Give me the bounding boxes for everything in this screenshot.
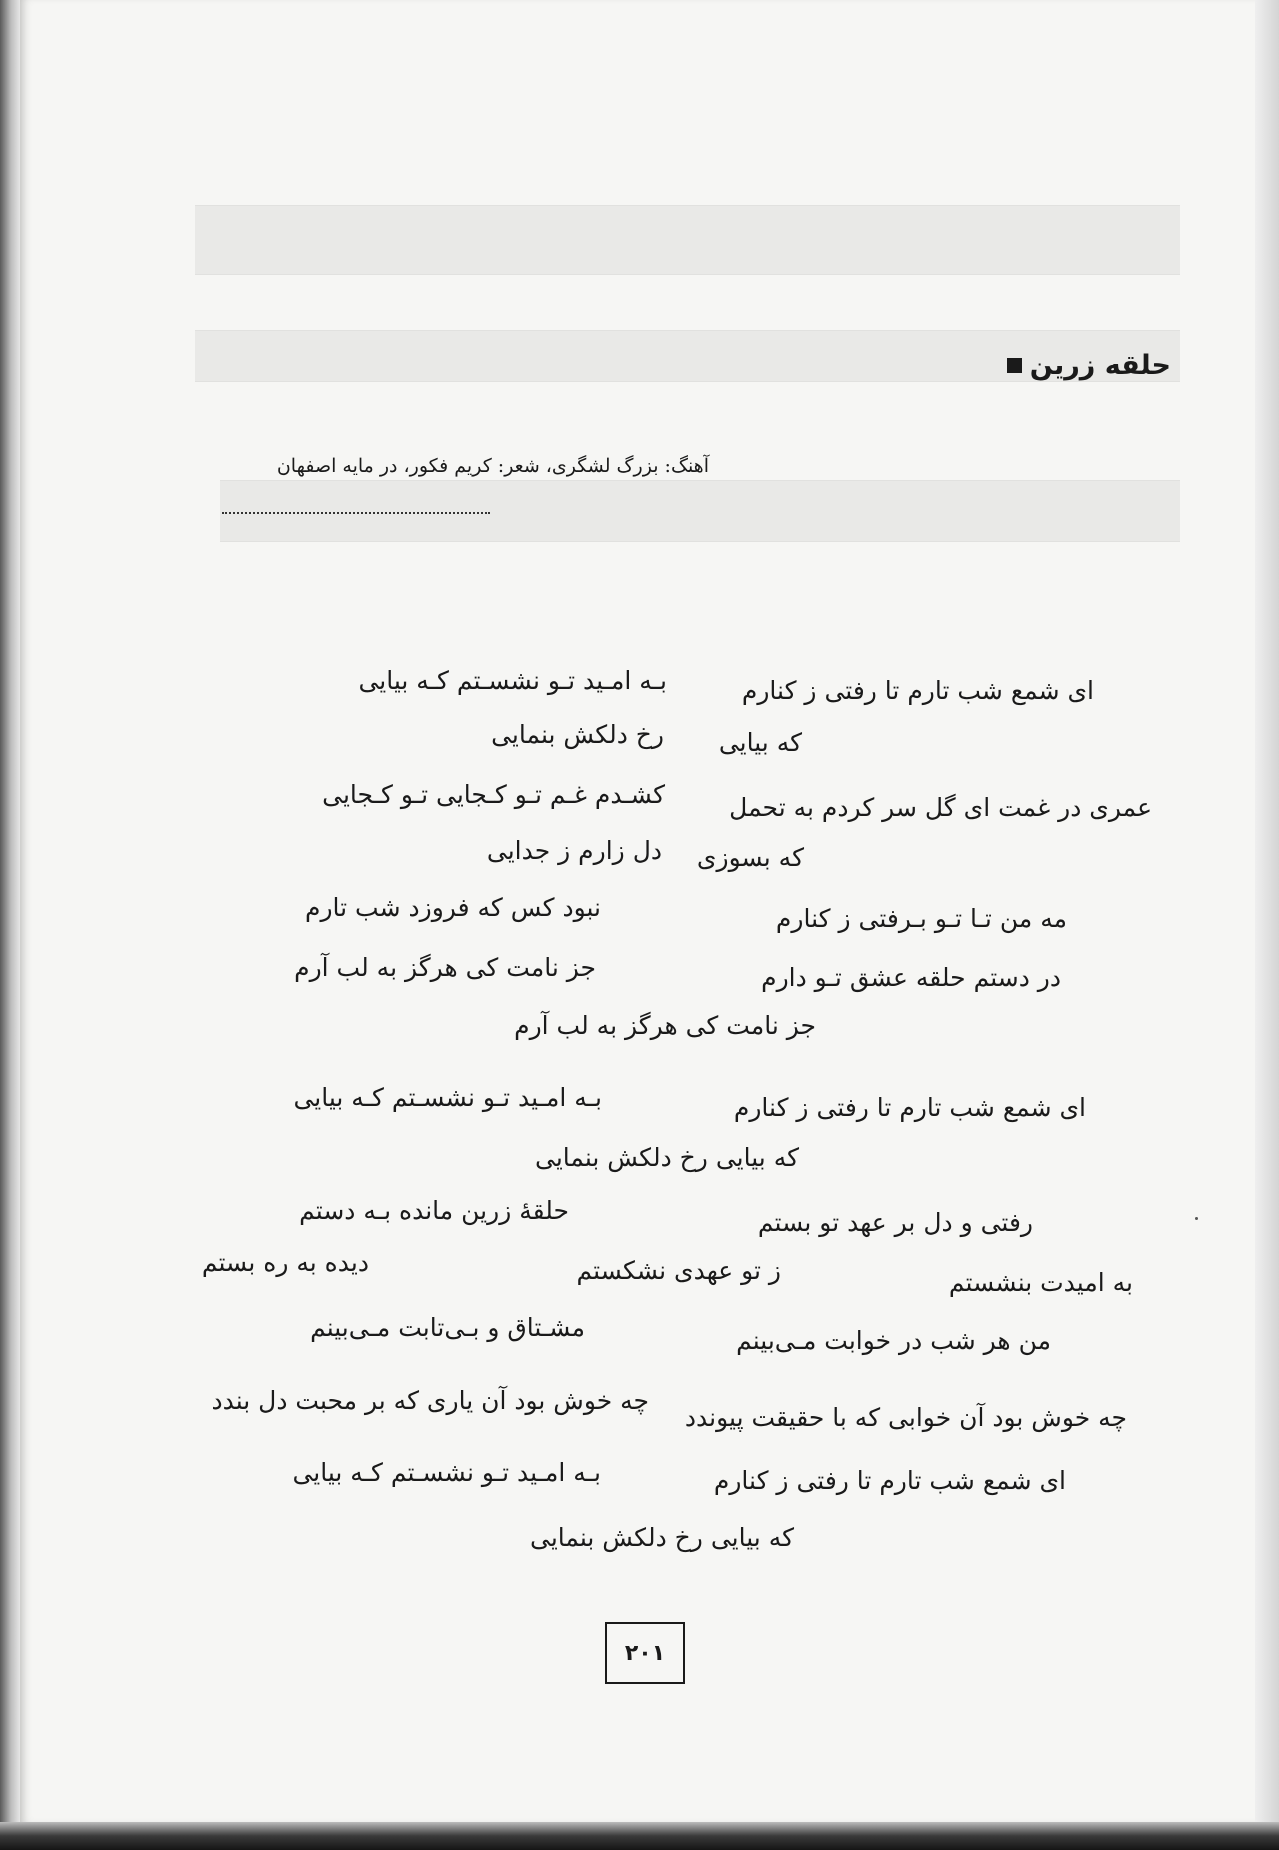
lyric-line: دیده به ره بستم xyxy=(201,1248,369,1277)
page-number-box xyxy=(605,1622,685,1684)
lyric-line: که بیایی رخ دلکش بنمایی xyxy=(534,1143,799,1172)
bleed-through-band xyxy=(195,205,1180,275)
lyric-line: رفتی و دل بر عهد تو بستم xyxy=(757,1208,1033,1237)
song-heading xyxy=(1007,350,1171,381)
lyric-line: که بسوزی xyxy=(696,843,804,872)
lyric-line: دل زارم ز جدایی xyxy=(486,836,662,865)
lyric-line: چه خوش بود آن یاری که بر محبت دل بندد xyxy=(211,1386,649,1415)
lyric-line: ای شمع شب تارم تا رفتی ز کنارم xyxy=(733,1093,1086,1122)
dotted-rule xyxy=(222,512,490,514)
lyric-line: ای شمع شب تارم تا رفتی ز کنارم xyxy=(713,1466,1066,1495)
lyric-line: رخ دلکش بنمایی xyxy=(491,720,664,749)
lyric-line: بـه امـید تـو نشسـتم کـه بیایی xyxy=(293,1083,602,1112)
lyric-line: مشـتاق و بـی‌تابت مـی‌بینم xyxy=(310,1313,585,1342)
bleed-through-band xyxy=(220,480,1180,542)
lyric-line: من هر شب در خوابت مـی‌بینم xyxy=(736,1326,1051,1355)
lyric-line: ز تو عهدی نشکستم xyxy=(576,1256,781,1285)
page-bottom-shadow xyxy=(0,1822,1279,1850)
lyric-line: بـه امـید تـو نشسـتم کـه بیایی xyxy=(358,666,667,695)
page-edge xyxy=(1255,0,1279,1822)
lyric-line: عمری در غمت ای گل سر کردم به تحمل xyxy=(729,793,1152,822)
lyric-line: کشـدم غـم تـو کـجایی تـو کـجایی xyxy=(322,780,665,809)
lyric-line: چه خوش بود آن خوابی که با حقیقت پیوندد xyxy=(684,1403,1127,1432)
lyric-line: جز نامت کی هرگز به لب آرم xyxy=(514,1011,816,1040)
ink-speck xyxy=(1195,1217,1198,1220)
lyric-line: در دستم حلقه عشق تـو دارم xyxy=(761,963,1061,992)
lyric-line: جز نامت کی هرگز به لب آرم xyxy=(294,953,596,982)
lyric-line: نبود کس که فروزد شب تارم xyxy=(304,893,601,922)
song-title: حلقه زرین xyxy=(1029,350,1171,381)
lyric-line: به امیدت بنشستم xyxy=(948,1268,1133,1297)
lyric-line: که بیایی رخ دلکش بنمایی xyxy=(529,1523,794,1552)
lyric-line: بـه امـید تـو نشسـتم کـه بیایی xyxy=(292,1458,601,1487)
book-spine-shadow xyxy=(0,0,20,1850)
lyric-line: که بیایی xyxy=(718,728,802,757)
square-bullet-icon xyxy=(1007,358,1022,373)
song-credits: آهنگ: بزرگ لشگری، شعر: کریم فکور، در مایه اصفهان xyxy=(276,455,709,477)
lyric-line: ای شمع شب تارم تا رفتی ز کنارم xyxy=(741,676,1094,705)
lyric-line: حلقهٔ زرین مانده بـه دستم xyxy=(299,1196,569,1225)
lyric-line: مه من تـا تـو بـرفتی ز کنارم xyxy=(775,904,1067,933)
page-number: ۲۰۱ xyxy=(624,1640,666,1666)
